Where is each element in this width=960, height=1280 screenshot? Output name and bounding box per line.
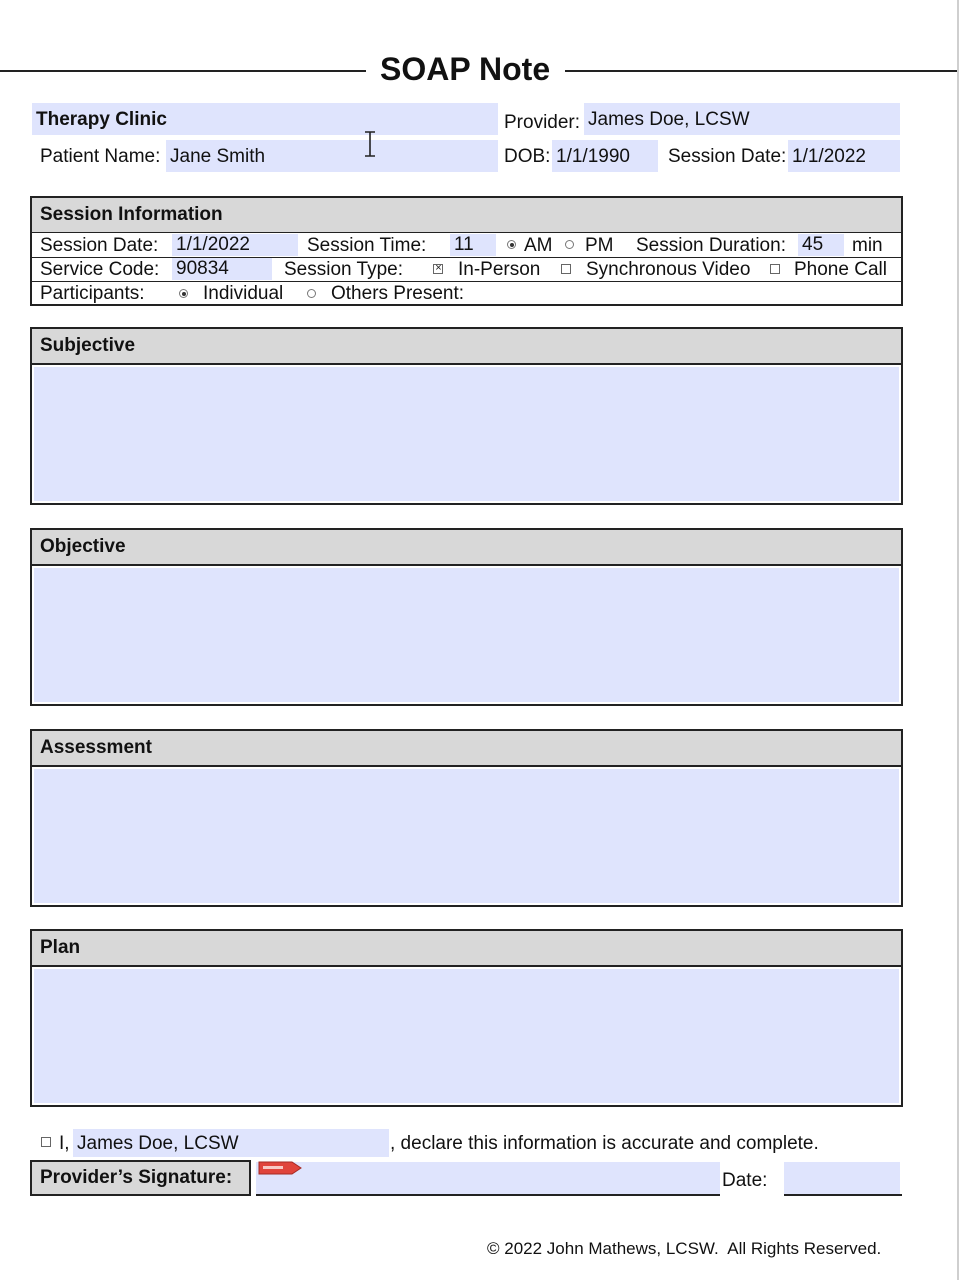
plan-heading: Plan [32, 931, 901, 967]
sign-here-flag-icon [258, 1161, 302, 1175]
individual-label: Individual [203, 283, 284, 304]
plan-section [30, 929, 903, 1107]
assessment-section [30, 729, 903, 907]
header-session-date-label: Session Date: [668, 146, 787, 167]
assessment-textarea[interactable] [34, 769, 899, 903]
declaration-checkbox[interactable] [41, 1137, 51, 1147]
row-divider [32, 257, 901, 258]
page-right-edge [957, 0, 959, 1280]
duration-unit-label: min [852, 235, 883, 256]
session-time-label: Session Time: [307, 235, 427, 256]
objective-heading: Objective [32, 530, 901, 566]
plan-textarea[interactable] [34, 969, 899, 1103]
dob-field[interactable] [552, 140, 658, 172]
session-info-heading: Session Information [32, 198, 901, 232]
signature-underline [256, 1194, 720, 1196]
phone-call-label: Phone Call [794, 259, 887, 280]
patient-name-label: Patient Name: [40, 146, 161, 167]
session-type-label: Session Type: [284, 259, 404, 280]
synchronous-video-checkbox[interactable] [561, 264, 571, 274]
service-code-value: 90834 [176, 258, 229, 279]
pm-radio[interactable] [565, 240, 574, 249]
session-time-value: 11 [454, 234, 474, 255]
session-info-box [30, 196, 903, 306]
objective-textarea[interactable] [34, 568, 899, 702]
phone-call-checkbox[interactable] [770, 264, 780, 274]
row-divider [32, 281, 901, 282]
dob-label: DOB: [504, 146, 551, 167]
session-duration-label: Session Duration: [636, 235, 786, 256]
am-label: AM [524, 235, 553, 256]
subjective-section [30, 327, 903, 505]
provider-value: James Doe, LCSW [588, 109, 750, 130]
session-date-field[interactable] [172, 234, 298, 256]
header-session-date-value: 1/1/2022 [792, 146, 866, 167]
in-person-checkbox[interactable] [433, 264, 443, 274]
signature-field[interactable] [256, 1162, 720, 1194]
signature-date-label: Date: [722, 1170, 768, 1191]
declaration-name-value: James Doe, LCSW [77, 1133, 239, 1154]
am-radio[interactable] [507, 240, 516, 249]
session-duration-value: 45 [802, 234, 824, 255]
others-present-radio[interactable] [307, 289, 316, 298]
in-person-label: In-Person [458, 259, 541, 280]
session-duration-field[interactable] [798, 234, 844, 256]
declaration-suffix: , declare this information is accurate and complete. [390, 1133, 819, 1154]
objective-section [30, 528, 903, 706]
header-session-date-field[interactable] [788, 140, 900, 172]
others-present-label: Others Present: [331, 283, 465, 304]
clinic-name-field[interactable] [32, 103, 498, 135]
provider-field[interactable] [584, 103, 900, 135]
service-code-field[interactable] [172, 258, 272, 280]
session-date-label: Session Date: [40, 235, 159, 256]
pm-label: PM [585, 235, 614, 256]
session-date-value: 1/1/2022 [176, 234, 250, 255]
title-rule-right [565, 70, 958, 72]
synchronous-video-label: Synchronous Video [586, 259, 751, 280]
session-time-field[interactable] [450, 234, 496, 256]
title-rule-left [0, 70, 366, 72]
declaration-prefix: I, [59, 1133, 70, 1154]
subjective-textarea[interactable] [34, 367, 899, 501]
service-code-label: Service Code: [40, 259, 160, 280]
clinic-name-value: Therapy Clinic [36, 109, 167, 130]
patient-name-value: Jane Smith [170, 146, 266, 167]
patient-name-field[interactable] [166, 140, 498, 172]
row-divider [32, 232, 901, 233]
copyright-footer: © 2022 John Mathews, LCSW. All Rights Reserved. [487, 1239, 882, 1258]
provider-label: Provider: [504, 112, 581, 133]
assessment-heading: Assessment [32, 731, 901, 767]
individual-radio[interactable] [179, 289, 188, 298]
page-title: SOAP Note [380, 51, 551, 87]
subjective-heading: Subjective [32, 329, 901, 365]
date-underline [784, 1194, 902, 1196]
text-cursor-icon [364, 131, 376, 157]
dob-value: 1/1/1990 [556, 146, 630, 167]
participants-label: Participants: [40, 283, 145, 304]
declaration-name-field[interactable] [73, 1129, 389, 1157]
provider-signature-label: Provider’s Signature: [30, 1160, 251, 1196]
signature-date-field[interactable] [784, 1162, 900, 1194]
